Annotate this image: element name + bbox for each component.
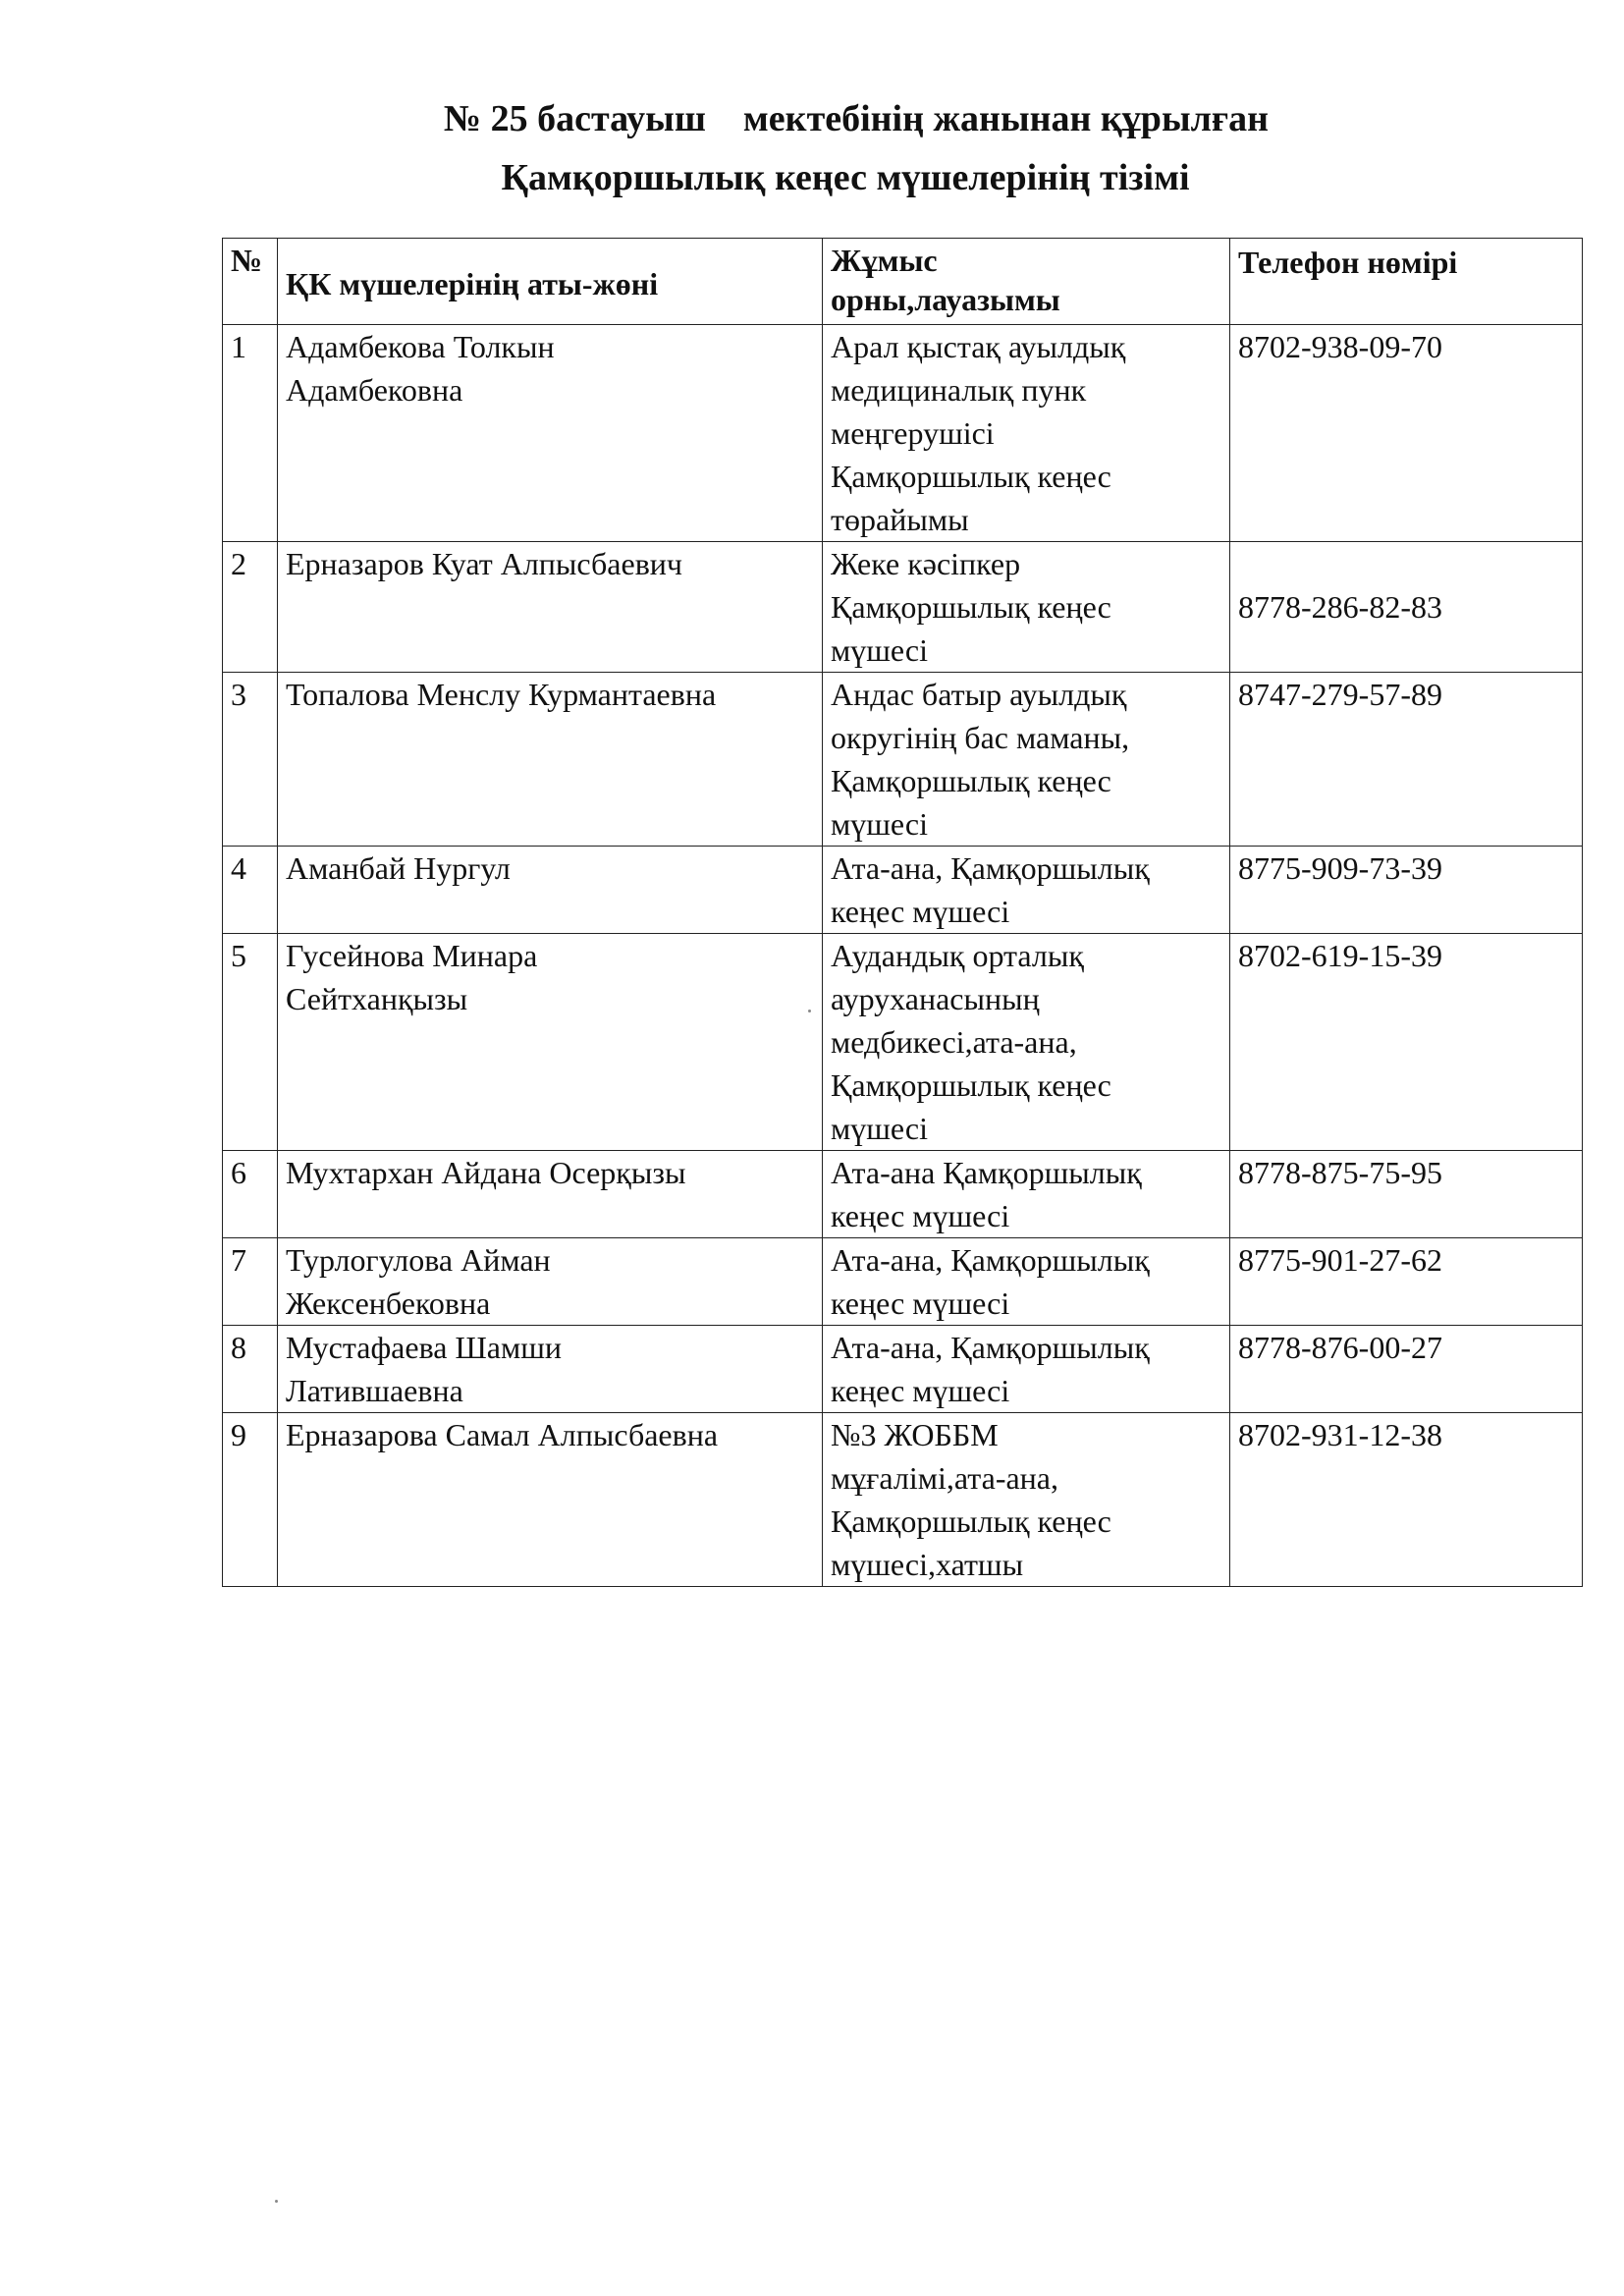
member-work-text: Ата-ана, Қамқоршылық кеңес мүшесі (831, 1242, 1150, 1321)
document-title-line-1: № 25 бастауыш мектебінің жанынан құрылған (443, 98, 1270, 139)
member-phone: 8775-901-27-62 (1230, 1238, 1583, 1326)
member-name (278, 325, 823, 542)
member-name-text: Ерназаров Куат Алпысбаевич (286, 546, 683, 581)
member-work (823, 1326, 1230, 1413)
header-name-label: ҚК мүшелерінің аты-жөні (286, 266, 659, 301)
member-name-text: Аманбай Нургул (286, 850, 511, 886)
scan-speck (275, 2200, 278, 2203)
table-row (223, 673, 1583, 847)
row-number: 5 (223, 934, 278, 1151)
header-work (823, 239, 1230, 325)
member-work-text: Ата-ана, Қамқоршылық кеңес мүшесі (831, 850, 1150, 929)
member-phone: 8702-619-15-39 (1230, 934, 1583, 1151)
row-number: 7 (223, 1238, 278, 1326)
member-name (278, 934, 823, 1151)
member-name (278, 1326, 823, 1413)
member-work-text: Ата-ана, Қамқоршылық кеңес мүшесі (831, 1330, 1150, 1408)
header-work-label: Жұмыс орны,лауазымы (831, 243, 1060, 317)
member-work (823, 325, 1230, 542)
member-name-text: Гусейнова Минара Сейтханқызы (286, 938, 538, 1016)
member-work-text: Аудандық орталық ауруханасының медбикесі,ата-ана, Қамқоршылық кеңес мүшесі (831, 938, 1111, 1146)
header-phone-label: Телефон нөмірі (1238, 245, 1458, 280)
table-row (223, 1238, 1583, 1326)
member-name (278, 673, 823, 847)
row-number: 8 (223, 1326, 278, 1413)
row-number: 2 (223, 542, 278, 673)
member-work (823, 1151, 1230, 1238)
table-header-row (223, 239, 1583, 325)
member-name-text: Мустафаева Шамши Латившаевна (286, 1330, 562, 1408)
header-number: № (223, 239, 278, 325)
member-name-text: Турлогулова Айман Жексенбековна (286, 1242, 551, 1321)
member-work (823, 1238, 1230, 1326)
member-name-text: Ерназарова Самал Алпысбаевна (286, 1417, 719, 1452)
member-work-text: Жеке кәсіпкер Қамқоршылық кеңес мүшесі (831, 546, 1111, 668)
member-phone: 8775-909-73-39 (1230, 847, 1583, 934)
row-number: 6 (223, 1151, 278, 1238)
member-work-text: Ата-ана Қамқоршылық кеңес мүшесі (831, 1155, 1142, 1233)
member-work (823, 673, 1230, 847)
member-phone: 8778-876-00-27 (1230, 1326, 1583, 1413)
member-work-text: Арал қыстақ ауылдық медициналық пунк меңгерушісі Қамқоршылық кеңес төрайымы (831, 329, 1126, 537)
table-row (223, 934, 1583, 1151)
table-row (223, 542, 1583, 673)
member-name-text: Мухтархан Айдана Осерқызы (286, 1155, 686, 1190)
member-phone-text: 8778-286-82-83 (1238, 589, 1442, 625)
member-phone: 8702-931-12-38 (1230, 1413, 1583, 1587)
member-work-text: №3 ЖОББМ мұғалімі,ата-ана, Қамқоршылық кеңес мүшесі,хатшы (831, 1417, 1111, 1582)
member-name (278, 1151, 823, 1238)
table-row (223, 325, 1583, 542)
member-work (823, 934, 1230, 1151)
member-name (278, 542, 823, 673)
member-phone: 8702-938-09-70 (1230, 325, 1583, 542)
document-title-line-2: Қамқоршылық кеңес мүшелерінің тізімі (501, 157, 1190, 198)
member-name-text: Топалова Менслу Курмантаевна (286, 677, 717, 712)
table-row (223, 1413, 1583, 1587)
member-work (823, 1413, 1230, 1587)
member-name (278, 1238, 823, 1326)
members-table (222, 238, 1583, 1587)
header-name (278, 239, 823, 325)
row-number: 3 (223, 673, 278, 847)
member-phone (1230, 542, 1583, 673)
member-work-text: Андас батыр ауылдық округінің бас маманы, Қамқоршылық кеңес мүшесі (831, 677, 1130, 842)
table-row (223, 1326, 1583, 1413)
header-phone (1230, 239, 1583, 325)
member-phone: 8747-279-57-89 (1230, 673, 1583, 847)
member-name (278, 1413, 823, 1587)
scan-speck (808, 1010, 811, 1012)
member-name (278, 847, 823, 934)
member-work (823, 847, 1230, 934)
member-phone: 8778-875-75-95 (1230, 1151, 1583, 1238)
table-row (223, 1151, 1583, 1238)
table-row (223, 847, 1583, 934)
member-name-text: Адамбекова Толкын Адамбековна (286, 329, 555, 408)
row-number: 4 (223, 847, 278, 934)
row-number: 9 (223, 1413, 278, 1587)
row-number: 1 (223, 325, 278, 542)
member-work (823, 542, 1230, 673)
